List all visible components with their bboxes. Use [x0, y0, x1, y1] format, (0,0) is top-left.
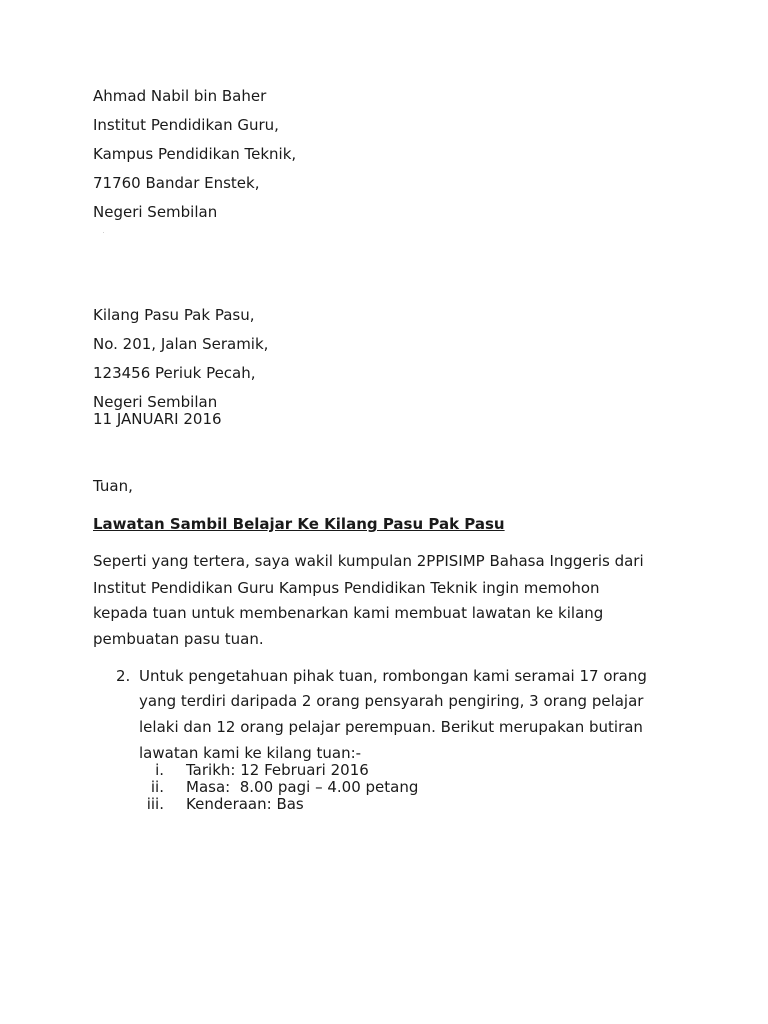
sender-address-line: 71760 Bandar Enstek,: [93, 174, 260, 192]
list-numeral: ii.: [150, 778, 164, 796]
body-line: Seperti yang tertera, saya wakil kumpulan 2PPISIMP Bahasa Inggeris dari: [93, 552, 644, 570]
body-line: kepada tuan untuk membenarkan kami membuat lawatan ke kilang: [93, 604, 604, 622]
sender-address-line: Institut Pendidikan Guru,: [93, 116, 279, 134]
salutation: Tuan,: [93, 477, 133, 495]
recipient-address-line: Kilang Pasu Pak Pasu,: [93, 306, 255, 324]
body-line: lawatan kami ke kilang tuan:-: [139, 744, 362, 762]
body-line: yang terdiri daripada 2 orang pensyarah pengiring, 3 orang pelajar: [139, 692, 644, 710]
recipient-address-line: 123456 Periuk Pecah,: [93, 364, 256, 382]
body-line: Institut Pendidikan Guru Kampus Pendidikan Teknik ingin memohon: [93, 579, 600, 597]
sender-name: Ahmad Nabil bin Baher: [93, 87, 267, 105]
body-line: pembuatan pasu tuan.: [93, 630, 264, 648]
body-line: Untuk pengetahuan pihak tuan, rombongan kami seramai 17 orang: [139, 667, 647, 685]
sender-address-line: Kampus Pendidikan Teknik,: [93, 145, 297, 163]
list-item: Kenderaan: Bas: [186, 795, 304, 813]
list-numeral: i.: [155, 761, 164, 779]
letter-subject: Lawatan Sambil Belajar Ke Kilang Pasu Pak Pasu: [93, 515, 505, 533]
sender-address-line: Negeri Sembilan: [93, 203, 218, 221]
paragraph-number: 2.: [116, 667, 131, 685]
list-item: Masa: 8.00 pagi – 4.00 petang: [186, 778, 419, 796]
stray-mark: [103, 232, 104, 233]
recipient-address-line: Negeri Sembilan: [93, 393, 218, 411]
list-numeral: iii.: [146, 795, 164, 813]
recipient-address-line: No. 201, Jalan Seramik,: [93, 335, 269, 353]
letter-date: 11 JANUARI 2016: [93, 410, 222, 428]
list-item: Tarikh: 12 Februari 2016: [186, 761, 369, 779]
body-line: lelaki dan 12 orang pelajar perempuan. Berikut merupakan butiran: [139, 718, 643, 736]
